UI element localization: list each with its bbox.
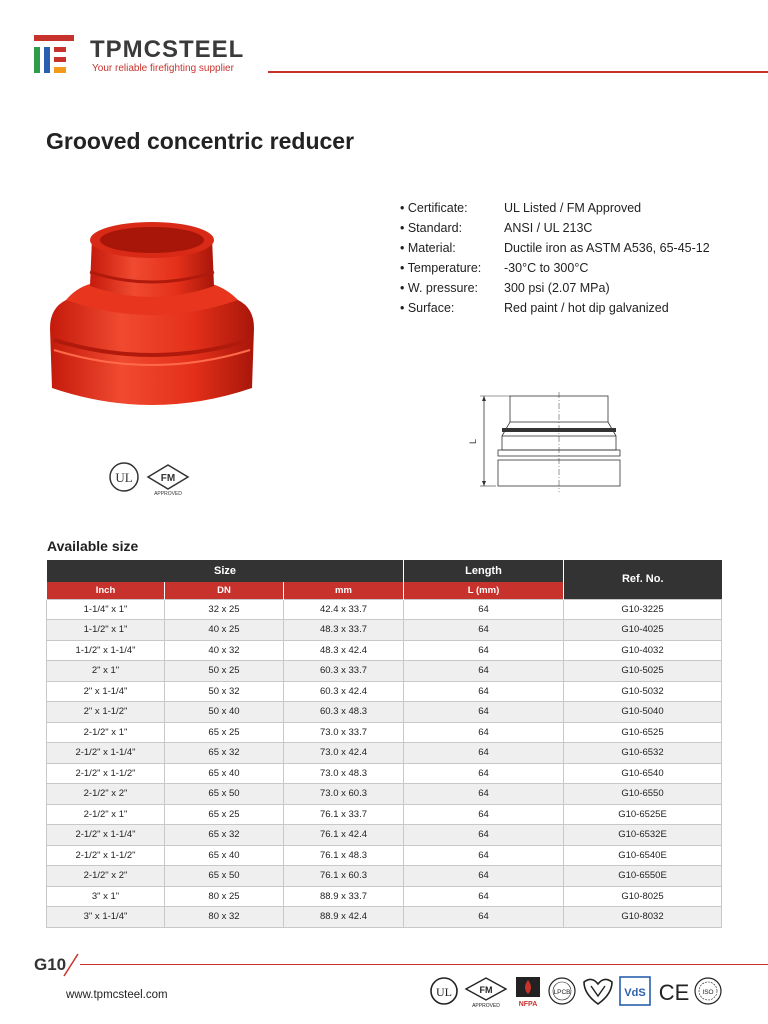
cell-mm: 73.0 x 48.3 — [284, 763, 404, 784]
cell-ref-no: G10-3225 — [564, 599, 722, 620]
cell-inch: 2" x 1" — [47, 661, 165, 682]
cell-ref-no: G10-6550 — [564, 784, 722, 805]
page-code: G10 — [34, 955, 67, 974]
header-inch: Inch — [47, 582, 165, 599]
cell-length: 64 — [404, 640, 564, 661]
svg-text:NFPA: NFPA — [518, 1001, 538, 1008]
svg-text:UL: UL — [436, 985, 452, 999]
cell-length: 64 — [404, 907, 564, 928]
cell-inch: 2-1/2" x 1-1/2" — [47, 763, 165, 784]
cell-dn: 50 x 32 — [165, 681, 284, 702]
cell-dn: 65 x 25 — [165, 722, 284, 743]
cell-mm: 76.1 x 42.4 — [284, 825, 404, 846]
cell-ref-no: G10-6540 — [564, 763, 722, 784]
cell-length: 64 — [404, 702, 564, 723]
iso-logo-icon — [695, 978, 721, 1004]
table-row — [47, 661, 722, 682]
svg-text:VdS: VdS — [624, 987, 646, 999]
cell-ref-no: G10-4032 — [564, 640, 722, 661]
cell-length: 64 — [404, 743, 564, 764]
table-row — [47, 743, 722, 764]
cell-ref-no: G10-6550E — [564, 866, 722, 887]
cell-mm: 88.9 x 33.7 — [284, 886, 404, 907]
footer-slash-decoration — [60, 952, 82, 978]
cell-mm: 88.9 x 42.4 — [284, 907, 404, 928]
cell-mm: 60.3 x 33.7 — [284, 661, 404, 682]
svg-text:LPCB: LPCB — [553, 989, 571, 996]
cell-length: 64 — [404, 866, 564, 887]
cell-ref-no: G10-8032 — [564, 907, 722, 928]
cell-inch: 2-1/2" x 1-1/4" — [47, 743, 165, 764]
size-table — [46, 560, 722, 928]
spec-value: -30°C to 300°C — [504, 261, 589, 275]
cell-length: 64 — [404, 804, 564, 825]
spec-key: • Surface: — [400, 301, 455, 315]
cell-inch: 3" x 1-1/4" — [47, 907, 165, 928]
cell-ref-no: G10-6525 — [564, 722, 722, 743]
table-row — [47, 722, 722, 743]
cell-inch: 1-1/2" x 1" — [47, 620, 165, 641]
cell-length: 64 — [404, 886, 564, 907]
certification-logos — [428, 974, 724, 1008]
cell-inch: 2-1/2" x 1-1/4" — [47, 825, 165, 846]
cell-mm: 48.3 x 33.7 — [284, 620, 404, 641]
cell-dn: 65 x 40 — [165, 845, 284, 866]
spec-key: • Material: — [400, 241, 456, 255]
cell-inch: 2-1/2" x 1" — [47, 804, 165, 825]
spec-key: • W. pressure: — [400, 281, 479, 295]
table-row — [47, 599, 722, 620]
spec-value: Red paint / hot dip galvanized — [504, 301, 669, 315]
lpcb-logo-icon — [549, 978, 575, 1004]
tpmcsteel-logo-icon — [34, 35, 74, 73]
cell-inch: 3" x 1" — [47, 886, 165, 907]
table-row — [47, 702, 722, 723]
cell-ref-no: G10-6532 — [564, 743, 722, 764]
cell-ref-no: G10-5040 — [564, 702, 722, 723]
svg-text:ISO: ISO — [702, 989, 714, 996]
cell-dn: 50 x 25 — [165, 661, 284, 682]
website-link[interactable]: www.tpmcsteel.com — [66, 989, 168, 1001]
cell-dn: 40 x 32 — [165, 640, 284, 661]
cell-ref-no: G10-6532E — [564, 825, 722, 846]
ul-fm-cert-icon — [108, 460, 196, 496]
cell-mm: 73.0 x 42.4 — [284, 743, 404, 764]
table-row — [47, 845, 722, 866]
cell-ref-no: G10-6525E — [564, 804, 722, 825]
spec-list — [400, 198, 710, 318]
cell-dn: 80 x 25 — [165, 886, 284, 907]
cell-length: 64 — [404, 599, 564, 620]
cell-dn: 50 x 40 — [165, 702, 284, 723]
header-length: Length — [404, 560, 564, 582]
dimension-drawing — [462, 392, 632, 492]
cell-length: 64 — [404, 845, 564, 866]
svg-text:APPROVED: APPROVED — [472, 1003, 500, 1008]
cell-inch: 2-1/2" x 1-1/2" — [47, 845, 165, 866]
cell-inch: 1-1/2" x 1-1/4" — [47, 640, 165, 661]
cell-inch: 2-1/2" x 2" — [47, 784, 165, 805]
table-row — [47, 907, 722, 928]
svg-text:FM: FM — [160, 473, 176, 484]
footer-divider — [80, 964, 768, 965]
table-row — [47, 866, 722, 887]
table-row — [47, 825, 722, 846]
cell-length: 64 — [404, 722, 564, 743]
cell-ref-no: G10-8025 — [564, 886, 722, 907]
cell-dn: 65 x 25 — [165, 804, 284, 825]
table-row — [47, 620, 722, 641]
cell-inch: 2" x 1-1/2" — [47, 702, 165, 723]
cell-dn: 40 x 25 — [165, 620, 284, 641]
cell-mm: 76.1 x 60.3 — [284, 866, 404, 887]
svg-text:UL: UL — [115, 470, 133, 485]
table-row — [47, 681, 722, 702]
page-title: Grooved concentric reducer — [46, 128, 355, 154]
cell-length: 64 — [404, 620, 564, 641]
svg-text:FM: FM — [479, 985, 493, 995]
spec-key: • Certificate: — [400, 201, 468, 215]
cell-inch: 2" x 1-1/4" — [47, 681, 165, 702]
cell-mm: 73.0 x 60.3 — [284, 784, 404, 805]
cell-length: 64 — [404, 825, 564, 846]
spec-row — [400, 258, 710, 278]
available-size-heading: Available size — [47, 538, 139, 554]
cell-length: 64 — [404, 784, 564, 805]
header-dn: DN — [165, 582, 284, 599]
cell-dn: 65 x 50 — [165, 784, 284, 805]
table-row — [47, 886, 722, 907]
spec-row — [400, 218, 710, 238]
spec-value: 300 psi (2.07 MPa) — [504, 281, 610, 295]
header-mm: mm — [284, 582, 404, 599]
ul-logo-icon — [431, 978, 457, 1004]
cell-mm: 60.3 x 42.4 — [284, 681, 404, 702]
cell-inch: 1-1/4" x 1" — [47, 599, 165, 620]
cell-ref-no: G10-5032 — [564, 681, 722, 702]
svg-text:CE: CE — [658, 980, 690, 1005]
spec-row — [400, 198, 710, 218]
header-l-mm: L (mm) — [404, 582, 564, 599]
cell-dn: 80 x 32 — [165, 907, 284, 928]
cell-dn: 65 x 40 — [165, 763, 284, 784]
cell-mm: 76.1 x 33.7 — [284, 804, 404, 825]
cell-inch: 2-1/2" x 1" — [47, 722, 165, 743]
cell-length: 64 — [404, 661, 564, 682]
vds-logo-icon — [620, 977, 650, 1005]
spec-key: • Temperature: — [400, 261, 482, 275]
spec-row — [400, 278, 710, 298]
spec-row — [400, 238, 710, 258]
cell-dn: 65 x 32 — [165, 743, 284, 764]
header-size: Size — [47, 560, 404, 582]
cell-mm: 42.4 x 33.7 — [284, 599, 404, 620]
cell-inch: 2-1/2" x 2" — [47, 866, 165, 887]
brand-name: TPMCSTEEL — [90, 36, 245, 63]
cell-length: 64 — [404, 763, 564, 784]
cell-mm: 76.1 x 48.3 — [284, 845, 404, 866]
cell-ref-no: G10-5025 — [564, 661, 722, 682]
svg-text:APPROVED: APPROVED — [154, 491, 182, 496]
table-row — [47, 804, 722, 825]
cell-mm: 60.3 x 48.3 — [284, 702, 404, 723]
nfpa-logo-icon — [516, 977, 540, 1008]
brand-tagline: Your reliable firefighting supplier — [92, 63, 234, 74]
cell-mm: 48.3 x 42.4 — [284, 640, 404, 661]
ce-logo-icon — [659, 980, 690, 1005]
cell-dn: 32 x 25 — [165, 599, 284, 620]
kitemark-logo-icon — [584, 979, 612, 1004]
spec-key: • Standard: — [400, 221, 463, 235]
spec-row — [400, 298, 710, 318]
cell-mm: 73.0 x 33.7 — [284, 722, 404, 743]
cell-dn: 65 x 32 — [165, 825, 284, 846]
spec-value: ANSI / UL 213C — [504, 221, 593, 235]
fm-approved-logo-icon — [466, 978, 506, 1008]
header-ref-no: Ref. No. — [564, 560, 722, 599]
product-image — [46, 208, 258, 418]
cell-ref-no: G10-4025 — [564, 620, 722, 641]
dimension-label: L — [468, 438, 478, 444]
cell-dn: 65 x 50 — [165, 866, 284, 887]
cell-ref-no: G10-6540E — [564, 845, 722, 866]
header-divider — [268, 71, 768, 73]
table-row — [47, 784, 722, 805]
table-row — [47, 763, 722, 784]
cell-length: 64 — [404, 681, 564, 702]
spec-value: UL Listed / FM Approved — [504, 201, 642, 215]
spec-value: Ductile iron as ASTM A536, 65-45-12 — [504, 241, 710, 255]
table-row — [47, 640, 722, 661]
